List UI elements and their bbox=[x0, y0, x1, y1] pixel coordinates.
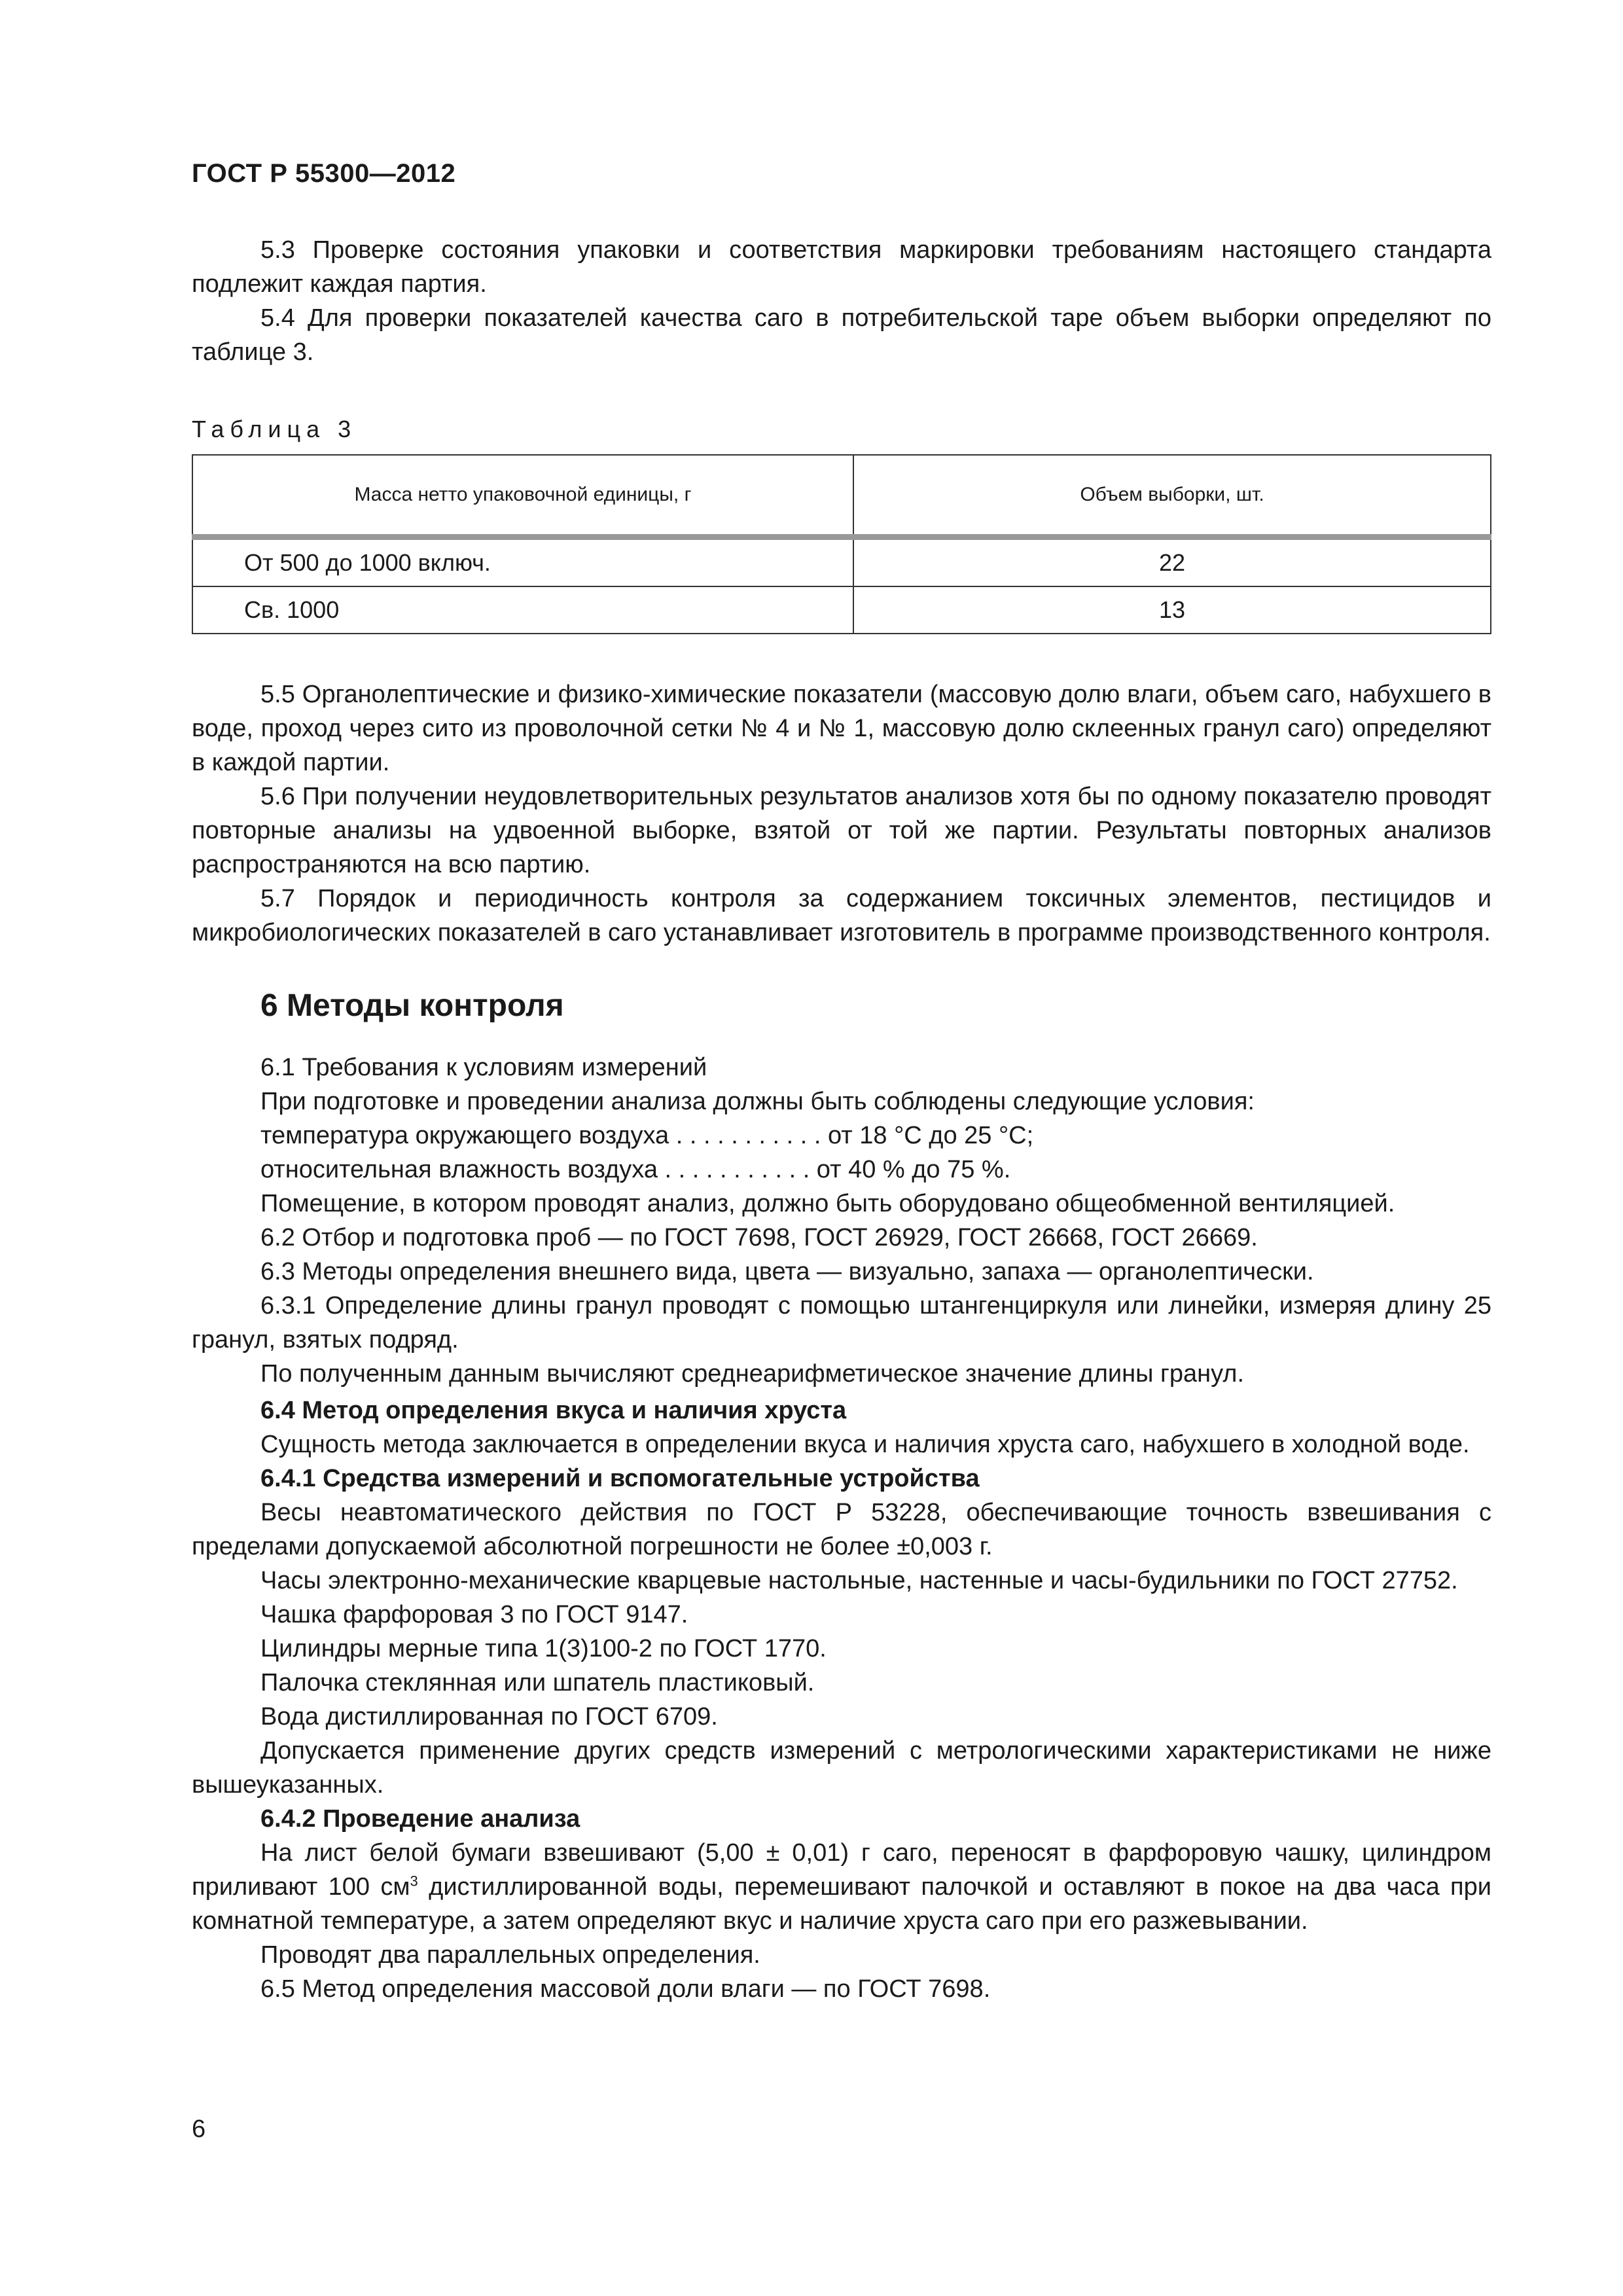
paragraph-6-3: 6.3 Методы определения внешнего вида, цвета — визуально, запаха — органолептически. bbox=[260, 1258, 1314, 1285]
paragraph-6-3-1-b: По полученным данным вычисляют среднеарифметическое значение длины гранул. bbox=[260, 1360, 1245, 1388]
equipment-cylinders: Цилиндры мерные типа 1(3)100-2 по ГОСТ 1770. bbox=[260, 1635, 827, 1662]
parallel-determinations: Проводят два параллельных определения. bbox=[260, 1941, 760, 1969]
heading-6-4: 6.4 Метод определения вкуса и наличия хруста bbox=[260, 1397, 847, 1424]
equipment-allowance: Допускается применение других средств измерений с метрологическими характеристиками не ниже вышеуказанных. bbox=[192, 1737, 1491, 1799]
paragraph-6-4: Сущность метода заключается в определении вкуса и наличия хруста саго, набухшего в холодной воде. bbox=[260, 1431, 1470, 1458]
paragraph-5-4: 5.4 Для проверки показателей качества саго в потребительской таре объем выборки определяют по таблице 3. bbox=[192, 304, 1491, 366]
table-row bbox=[192, 586, 1491, 634]
table-row bbox=[192, 537, 1491, 587]
paragraph-6-3-1: 6.3.1 Определение длины гранул проводят с помощью штангенциркуля или линейки, измеряя длину 25 гранул, взятых подряд. bbox=[192, 1292, 1491, 1354]
room-requirement: Помещение, в котором проводят анализ, должно быть оборудовано общеобменной вентиляцией. bbox=[260, 1190, 1395, 1217]
paragraph-5-6: 5.6 При получении неудовлетворительных результатов анализов хотя бы по одному показателю проводят повторные анализы на удвоенной выборке, взятой от той же партии. Результаты повторных анализов распространяются на всю партию. bbox=[192, 783, 1491, 878]
procedure-text bbox=[192, 1836, 1491, 1938]
equipment-stick: Палочка стеклянная или шпатель пластиковый. bbox=[260, 1669, 815, 1696]
procedure-text-part-2: дистиллированной воды, перемешивают палочкой и оставляют в покое на два часа при комнатной температуре, а затем определяют вкус и наличие хруста саго при его разжевывании. bbox=[192, 1873, 1491, 1935]
paragraph-5-3: 5.3 Проверке состояния упаковки и соответствия маркировки требованиям настоящего стандарта подлежит каждая партия. bbox=[192, 236, 1491, 298]
table-header-row bbox=[192, 455, 1491, 537]
page-number: 6 bbox=[192, 2115, 206, 2143]
table-cell: Св. 1000 bbox=[192, 586, 853, 634]
table-header-sample: Объем выборки, шт. bbox=[853, 455, 1491, 537]
procedure-text-part-1: На лист белой бумаги взвешивают (5,00 ± 0,01) г саго, переносят в фарфоровую чашку, цилиндром приливают 100 см bbox=[192, 1839, 1491, 1901]
condition-humidity: относительная влажность воздуха . . . . . . . . . . . от 40 % до 75 %. bbox=[260, 1156, 1011, 1183]
table-header-mass: Масса нетто упаковочной единицы, г bbox=[192, 455, 853, 537]
heading-6-4-1: 6.4.1 Средства измерений и вспомогательные устройства bbox=[260, 1465, 980, 1492]
document-header: ГОСТ Р 55300—2012 bbox=[192, 159, 456, 188]
equipment-clock: Часы электронно-механические кварцевые настольные, настенные и часы-будильники по ГОСТ 27752. bbox=[260, 1567, 1458, 1594]
document-page bbox=[192, 157, 1491, 2006]
equipment-water: Вода дистиллированная по ГОСТ 6709. bbox=[260, 1703, 718, 1731]
table-cell: От 500 до 1000 включ. bbox=[192, 537, 853, 587]
table-caption: Таблица 3 bbox=[192, 416, 357, 442]
table-3 bbox=[192, 454, 1491, 634]
paragraph-5-5: 5.5 Органолептические и физико-химические показатели (массовую долю влаги, объем саго, набухшего в воде, проход через сито из проволочной сетки № 4 и № 1, массовую долю склеенных гранул саго) определяют в каждой партии. bbox=[192, 681, 1491, 776]
heading-6-4-2: 6.4.2 Проведение анализа bbox=[260, 1805, 580, 1833]
table-cell: 13 bbox=[853, 586, 1491, 634]
superscript-3: 3 bbox=[410, 1873, 418, 1890]
section-6-title: 6 Методы контроля bbox=[260, 988, 564, 1023]
paragraph-6-1: 6.1 Требования к условиям измерений bbox=[260, 1054, 707, 1081]
condition-temperature: температура окружающего воздуха . . . . . . . . . . . от 18 °C до 25 °C; bbox=[260, 1122, 1034, 1149]
equipment-scales: Весы неавтоматического действия по ГОСТ Р 53228, обеспечивающие точность взвешивания с пределами допускаемой абсолютной погрешности не более ±0,003 г. bbox=[192, 1499, 1491, 1560]
table-cell: 22 bbox=[853, 537, 1491, 587]
equipment-cup: Чашка фарфоровая 3 по ГОСТ 9147. bbox=[260, 1601, 688, 1628]
paragraph-6-2: 6.2 Отбор и подготовка проб — по ГОСТ 7698, ГОСТ 26929, ГОСТ 26668, ГОСТ 26669. bbox=[260, 1224, 1258, 1251]
conditions-intro: При подготовке и проведении анализа должны быть соблюдены следующие условия: bbox=[260, 1088, 1255, 1115]
paragraph-5-7: 5.7 Порядок и периодичность контроля за содержанием токсичных элементов, пестицидов и микробиологических показателей в саго устанавливает изготовитель в программе производственного контроля. bbox=[192, 885, 1491, 946]
paragraph-6-5: 6.5 Метод определения массовой доли влаги — по ГОСТ 7698. bbox=[260, 1975, 991, 2003]
